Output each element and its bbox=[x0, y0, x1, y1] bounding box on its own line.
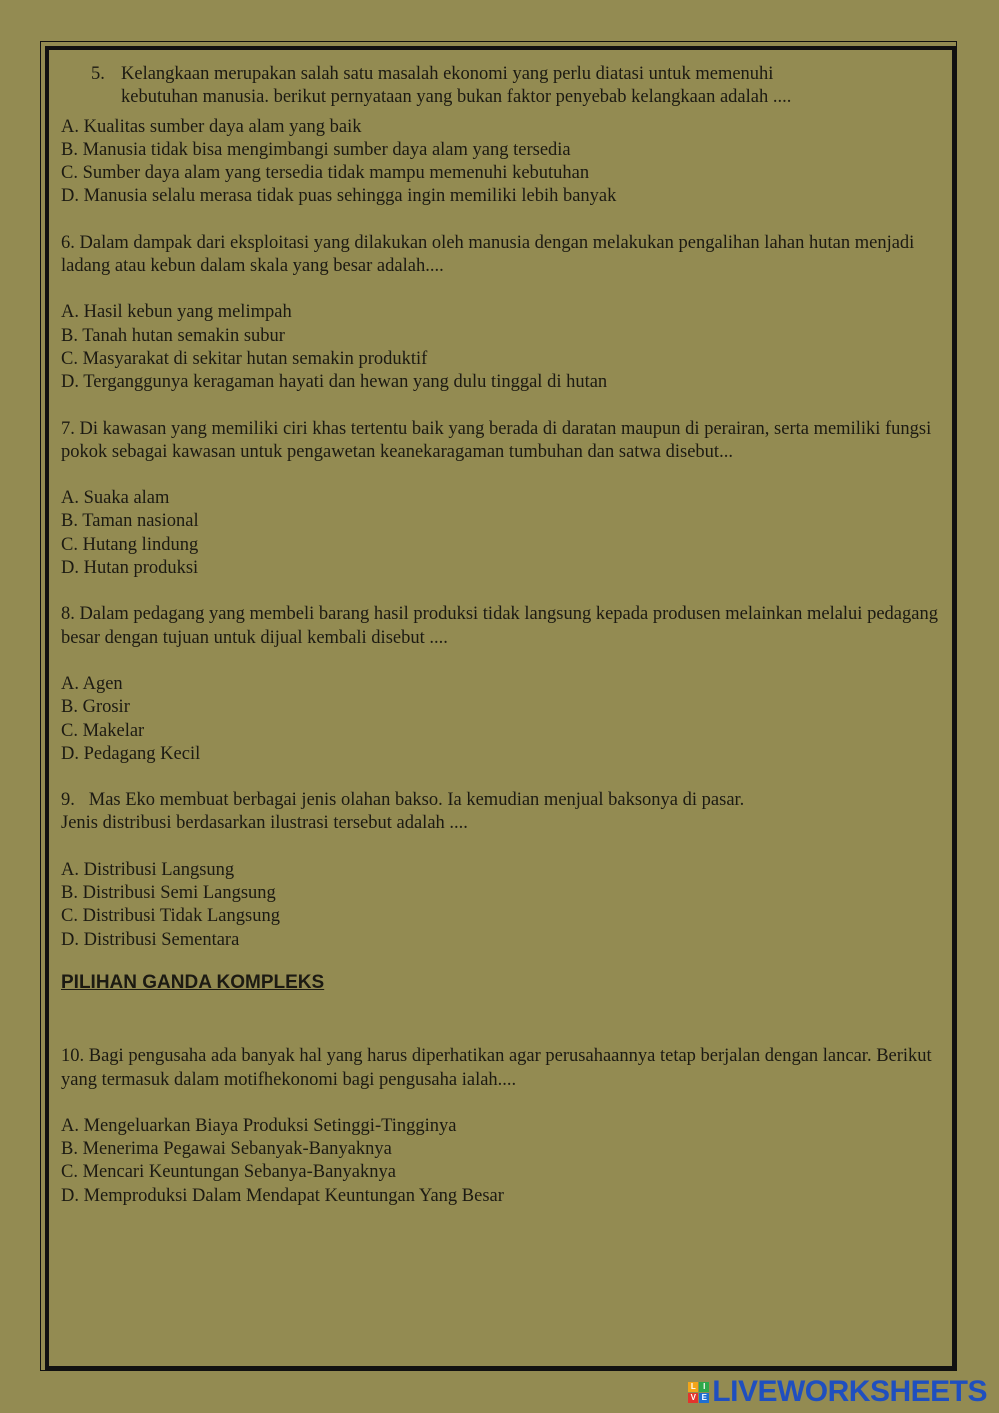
question-10-prompt: 10. Bagi pengusaha ada banyak hal yang harus diperhatikan agar perusahaannya tetap berjalan dengan lancar. Berikut yang termasuk dalam motifhekonomi bagi pengusaha ialah.... bbox=[61, 1046, 932, 1090]
option-a: A. Hasil kebun yang melimpah bbox=[61, 302, 292, 323]
option-d: D. Manusia selalu merasa tidak puas sehingga ingin memiliki lebih banyak bbox=[61, 186, 617, 207]
logo-letter-l: L bbox=[688, 1382, 698, 1392]
option-b: B. Manusia tidak bisa mengimbangi sumber daya alam yang tersedia bbox=[61, 139, 571, 160]
logo-letter-e: E bbox=[699, 1393, 709, 1403]
option-d: D. Terganggunya keragaman hayati dan hewan yang dulu tinggal di hutan bbox=[61, 372, 608, 393]
option-list bbox=[61, 859, 941, 952]
option-list bbox=[61, 1115, 941, 1208]
option-b: B. Grosir bbox=[61, 697, 130, 718]
question-number: 5. bbox=[91, 64, 105, 84]
question-9 bbox=[61, 789, 941, 952]
option-b: B. Tanah hutan semakin subur bbox=[61, 325, 285, 346]
option-b: B. Menerima Pegawai Sebanyak-Banyaknya bbox=[61, 1139, 392, 1160]
option-c: C. Distribusi Tidak Langsung bbox=[61, 906, 280, 927]
option-a: A. Distribusi Langsung bbox=[61, 859, 235, 880]
question-text-line: kebutuhan manusia. berikut pernyataan yang bukan faktor penyebab kelangkaan adalah .... bbox=[121, 87, 792, 108]
section-heading: PILIHAN GANDA KOMPLEKS bbox=[61, 971, 325, 993]
option-d: D. Hutan produksi bbox=[61, 558, 199, 579]
logo-letter-v: V bbox=[688, 1393, 698, 1403]
brand-name: LIVEWORKSHEETS bbox=[712, 1375, 987, 1408]
option-d: D. Pedagang Kecil bbox=[61, 743, 201, 764]
liveworksheets-logo[interactable] bbox=[688, 1377, 987, 1407]
question-text-line: Jenis distribusi berdasarkan ilustrasi tersebut adalah .... bbox=[61, 813, 468, 834]
worksheet-content bbox=[61, 63, 941, 1208]
option-list bbox=[61, 673, 941, 766]
question-8-prompt: 8. Dalam pedagang yang membeli barang hasil produksi tidak langsung kepada produsen melainkan melalui pedagang besar dengan tujuan untuk dijual kembali disebut .... bbox=[61, 604, 938, 648]
option-b: B. Distribusi Semi Langsung bbox=[61, 883, 276, 904]
logo-letter-i: I bbox=[699, 1382, 709, 1392]
question-5-prompt bbox=[61, 63, 941, 110]
option-c: C. Masyarakat di sekitar hutan semakin produktif bbox=[61, 348, 428, 369]
question-text-line: Kelangkaan merupakan salah satu masalah ekonomi yang perlu diatasi untuk memenuhi bbox=[121, 64, 774, 84]
question-7 bbox=[61, 418, 941, 581]
option-c: C. Hutang lindung bbox=[61, 534, 199, 555]
option-a: A. Agen bbox=[61, 673, 123, 694]
brand-logo-icon bbox=[688, 1382, 709, 1403]
question-10 bbox=[61, 1045, 941, 1208]
option-list bbox=[61, 116, 941, 209]
option-a: A. Suaka alam bbox=[61, 488, 170, 509]
option-c: C. Sumber daya alam yang tersedia tidak mampu memenuhi kebutuhan bbox=[61, 163, 590, 184]
question-6-prompt: 6. Dalam dampak dari eksploitasi yang dilakukan oleh manusia dengan melakukan pengalihan lahan hutan menjadi ladang atau kebun dalam skala yang besar adalah.... bbox=[61, 232, 915, 277]
question-5 bbox=[61, 63, 941, 209]
question-7-prompt: 7. Di kawasan yang memiliki ciri khas tertentu baik yang berada di daratan maupun di perairan, serta memiliki fungsi pokok sebagai kawasan untuk pengawetan keanekaragaman tumbuhan dan satwa disebut... bbox=[61, 418, 932, 462]
option-d: D. Memproduksi Dalam Mendapat Keuntungan Yang Besar bbox=[61, 1185, 504, 1206]
option-c: C. Makelar bbox=[61, 720, 145, 741]
option-c: C. Mencari Keuntungan Sebanya-Banyaknya bbox=[61, 1162, 396, 1183]
question-8 bbox=[61, 603, 941, 766]
option-a: A. Mengeluarkan Biaya Produksi Setinggi-Tingginya bbox=[61, 1115, 457, 1136]
question-6 bbox=[61, 232, 941, 395]
question-text-line: 9. Mas Eko membuat berbagai jenis olahan bakso. Ia kemudian menjual baksonya di pasar. bbox=[61, 790, 745, 811]
option-d: D. Distribusi Sementara bbox=[61, 929, 240, 950]
question-9-prompt bbox=[61, 789, 941, 836]
option-a: A. Kualitas sumber daya alam yang baik bbox=[61, 116, 362, 137]
option-b: B. Taman nasional bbox=[61, 511, 199, 532]
option-list bbox=[61, 301, 941, 394]
option-list bbox=[61, 487, 941, 580]
